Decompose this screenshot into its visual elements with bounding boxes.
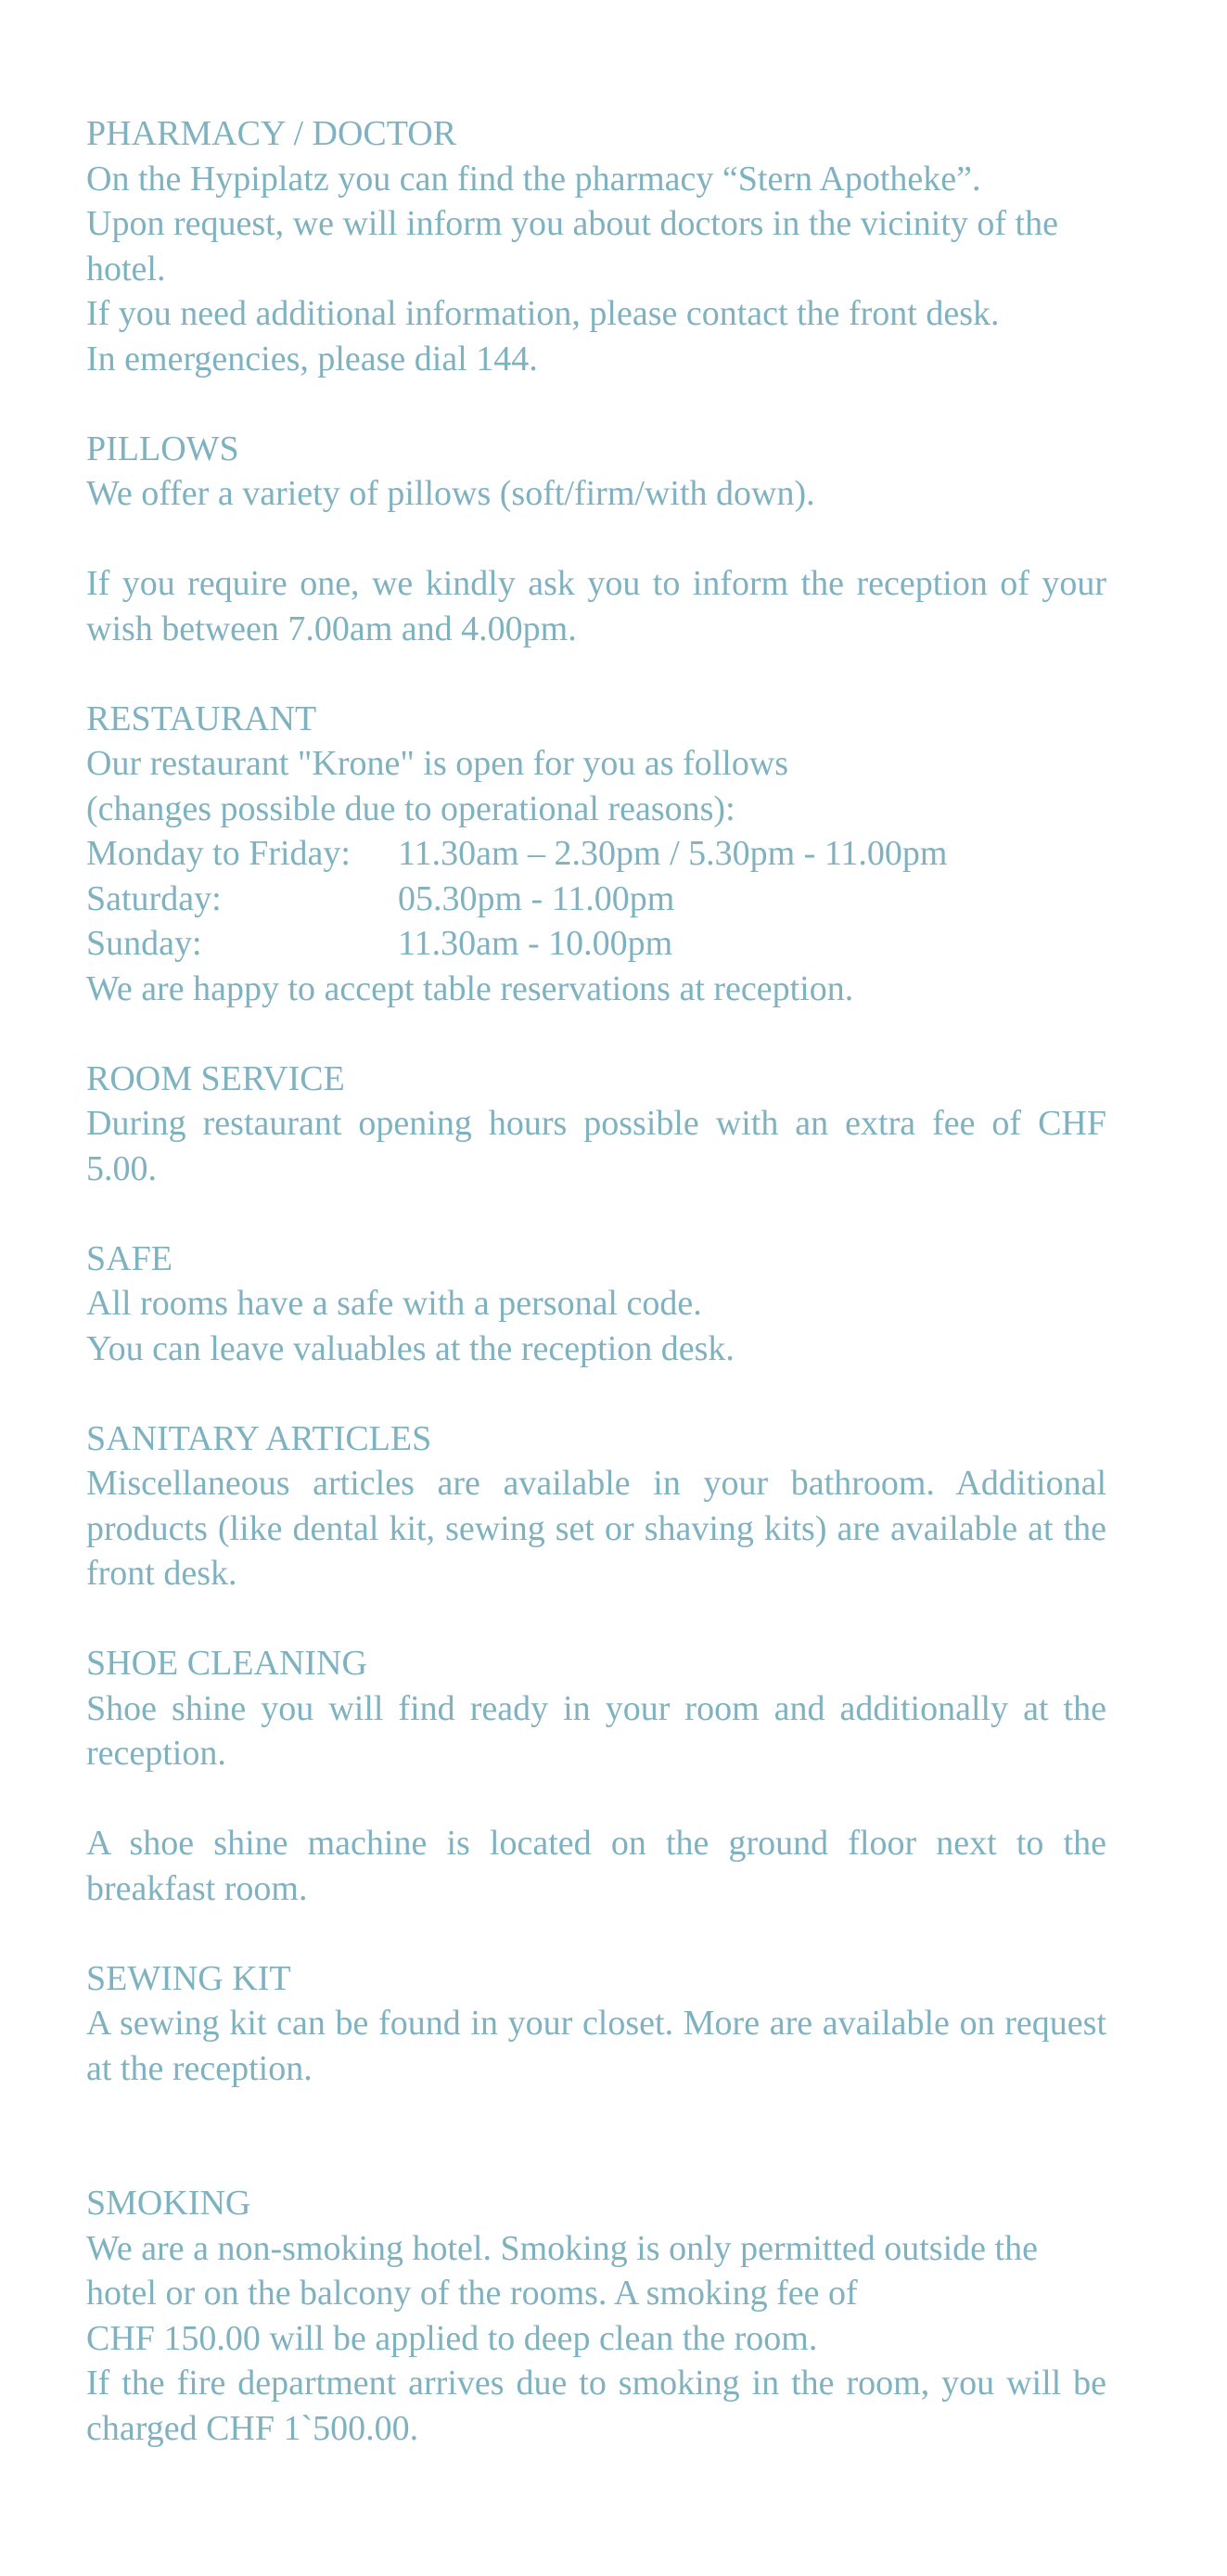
restaurant-intro-note: (changes possible due to operational reasons): [86, 788, 735, 828]
smoking-fire-text: If the fire department arrives due to smoking in the room, you will be charged CHF 1`500.00. [86, 2364, 1106, 2448]
section-pharmacy [86, 111, 1106, 381]
spacer [86, 517, 1106, 562]
shoe-cleaning-heading: SHOE CLEANING [86, 1644, 367, 1683]
safe-heading: SAFE [86, 1238, 173, 1278]
section-sanitary [86, 1416, 1106, 1596]
hours-time: 05.30pm - 11.00pm [398, 878, 675, 918]
smoking-fee-text: CHF 150.00 will be applied to deep clean the room. [86, 2318, 818, 2358]
room-service-text: During restaurant opening hours possible with an extra fee of CHF 5.00. [86, 1104, 1106, 1188]
hours-row [86, 921, 1106, 967]
spacer [86, 1371, 1106, 1416]
safe-text: You can leave valuables at the reception desk. [86, 1328, 735, 1368]
sewing-kit-text: A sewing kit can be found in your closet. More are available on request at the reception. [86, 2004, 1106, 2088]
hours-time: 11.30am – 2.30pm / 5.30pm - 11.00pm [398, 834, 948, 873]
pharmacy-line: If you need additional information, please contact the front desk. [86, 294, 1000, 333]
pillows-text: We offer a variety of pillows (soft/firm/with down). [86, 474, 815, 513]
restaurant-heading: RESTAURANT [86, 698, 317, 738]
hours-day: Sunday: [86, 924, 202, 963]
section-smoking [86, 2181, 1106, 2451]
spacer [86, 1911, 1106, 1956]
spacer [86, 1776, 1106, 1822]
sanitary-heading: SANITARY ARTICLES [86, 1418, 432, 1458]
safe-text: All rooms have a safe with a personal code. [86, 1284, 702, 1323]
section-sewing-kit [86, 1956, 1106, 2092]
section-restaurant [86, 697, 1106, 1012]
spacer [86, 1011, 1106, 1057]
shoe-machine-text: A shoe shine machine is located on the ground floor next to the breakfast room. [86, 1824, 1106, 1908]
info-document [86, 111, 1106, 2451]
sewing-kit-heading: SEWING KIT [86, 1958, 291, 1998]
spacer [86, 1596, 1106, 1642]
hours-time: 11.30am - 10.00pm [398, 924, 673, 963]
sanitary-text: Miscellaneous articles are available in your bathroom. Additional products (like dental kit, sewing set or shaving kits) are available at the front desk. [86, 1464, 1106, 1593]
pharmacy-line: Upon request, we will inform you about doctors in the vicinity of the hotel. [86, 204, 1058, 288]
spacer [86, 651, 1106, 697]
pillows-heading: PILLOWS [86, 429, 239, 468]
section-shoe-cleaning [86, 1641, 1106, 1911]
pharmacy-line: In emergencies, please dial 144. [86, 339, 538, 378]
section-pillows [86, 427, 1106, 652]
hours-day: Saturday: [86, 878, 222, 918]
section-room-service [86, 1057, 1106, 1192]
restaurant-intro: Our restaurant "Krone" is open for you as follows [86, 744, 789, 783]
spacer [86, 381, 1106, 427]
pharmacy-heading: PHARMACY / DOCTOR [86, 114, 457, 153]
room-service-heading: ROOM SERVICE [86, 1058, 345, 1098]
shoe-cleaning-text: Shoe shine you will find ready in your room and additionally at the reception. [86, 1688, 1106, 1773]
hours-row [86, 831, 1106, 877]
pillows-request-text: If you require one, we kindly ask you to inform the reception of your wish between 7.00am and 4.00pm. [86, 564, 1106, 648]
spacer [86, 1191, 1106, 1237]
hours-day: Monday to Friday: [86, 834, 351, 873]
smoking-text: We are a non-smoking hotel. Smoking is only permitted outside the hotel or on the balcony of the rooms. A smoking fee of [86, 2228, 1038, 2313]
hours-row [86, 877, 1106, 922]
pharmacy-line: On the Hypiplatz you can find the pharmacy “Stern Apotheke”. [86, 159, 981, 199]
restaurant-reservation-note: We are happy to accept table reservations at reception. [86, 968, 854, 1008]
smoking-heading: SMOKING [86, 2184, 251, 2223]
section-safe [86, 1237, 1106, 1372]
spacer [86, 2091, 1106, 2181]
